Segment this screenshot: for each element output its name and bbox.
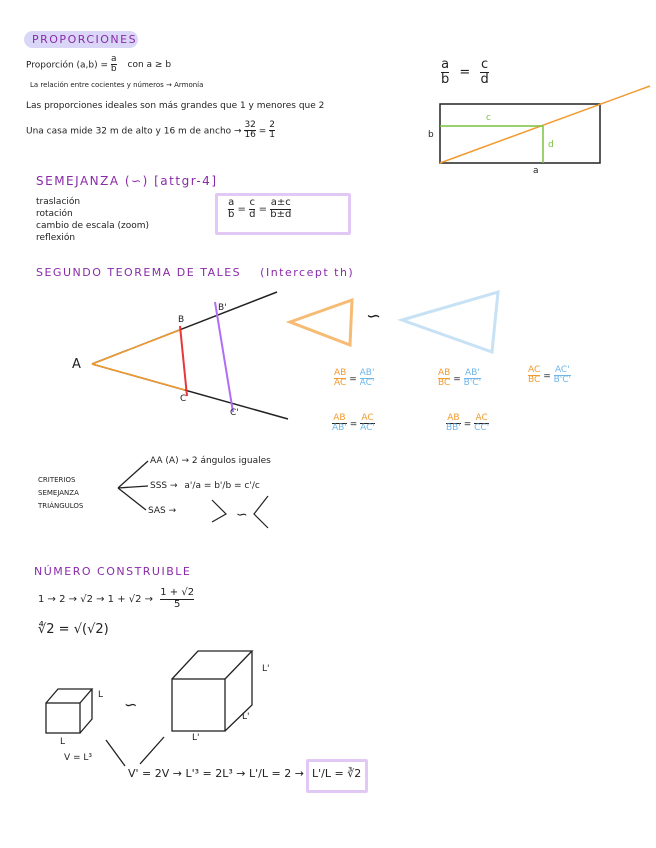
casa-equals: = xyxy=(258,126,267,137)
tales-ratio-4: $\frac{AB}{AB'}$ = $\frac{AC}{AC'}$ xyxy=(332,413,375,434)
tales-ratio-5: $\frac{AB}{BB'}$ = $\frac{AC}{CC'}$ xyxy=(446,413,490,434)
semejanza-formula: $\frac{a}{b}$ = $\frac{c}{d}$ = $\frac{a\pm c}{b\pm d}$ xyxy=(228,197,292,220)
tales-ratio-1: $\frac{AB}{AC}$ = $\frac{AB'}{AC'}$ xyxy=(334,368,375,389)
casa-fraction: $\frac{32}{16}$ xyxy=(244,120,256,141)
tales-label-A: A xyxy=(72,357,81,372)
small-cube-L-bottom: L xyxy=(60,737,66,747)
rect-label-d: d xyxy=(548,140,554,150)
proporcion-relacion: La relación entre cocientes y números → Armonía xyxy=(30,81,204,89)
tales-label-B-prime: B' xyxy=(218,303,227,313)
big-cube-L-top: L' xyxy=(262,664,270,674)
final-result: L'/L = ∛2 xyxy=(312,767,362,780)
proporcion-fraction: $\frac{a}{b}$ xyxy=(110,54,117,75)
proporcion-condition: con a ≥ b xyxy=(127,60,172,71)
casa-result: $\frac{2}{1}$ xyxy=(269,120,275,141)
tales-label-B: B xyxy=(178,315,185,325)
criterio-sas-similar: ∽ xyxy=(236,507,248,523)
numero-chain: 1 → 2 → √2 → 1 + √2 → $\frac{1 + √2}{5}$ xyxy=(38,587,195,610)
semejanza-item-rotacion: rotación xyxy=(36,209,73,219)
rect-proportion-equation: $\frac{a}{b}$ = $\frac{c}{d}$ xyxy=(441,57,489,87)
volume-chain: V' = 2V → L'³ = 2L³ → L'/L = 2 → xyxy=(128,767,304,780)
cubes-similar-symbol: ∽ xyxy=(124,695,138,714)
big-cube-L-bottom: L' xyxy=(192,733,200,743)
tales-label-C: C xyxy=(180,394,187,404)
semejanza-item-traslacion: traslación xyxy=(36,197,81,207)
tales-heading: SEGUNDO TEOREMA DE TALES (Intercept th) xyxy=(36,266,355,279)
semejanza-item-reflexion: reflexión xyxy=(36,233,76,243)
small-cube-L-right: L xyxy=(98,690,104,700)
rect-label-b: b xyxy=(428,130,434,140)
tales-similar-symbol: ∽ xyxy=(366,306,382,327)
proporcion-ideales: Las proporciones ideales son más grandes que 1 y menores que 2 xyxy=(26,101,325,111)
tales-ratio-3: $\frac{AC}{BC}$ = $\frac{AC'}{B'C'}$ xyxy=(528,365,572,386)
numero-heading: NÚMERO CONSTRUIBLE xyxy=(34,565,192,578)
proporcion-intro: Proporción (a,b) = xyxy=(26,60,109,71)
page-title: PROPORCIONES xyxy=(32,33,138,46)
criterios-label-1: CRITERIOS xyxy=(38,476,76,484)
casa-text: Una casa mide 32 m de alto y 16 m de ancho → xyxy=(26,126,242,137)
rect-label-c: c xyxy=(486,113,491,123)
criterio-sss: SSS → a'/a = b'/b = c'/c xyxy=(150,481,260,491)
semejanza-item-escala: cambio de escala (zoom) xyxy=(36,221,150,231)
semejanza-heading: SEMEJANZA (∽) [attgr-4] xyxy=(36,174,218,188)
numero-root: ∜2 = √(√2) xyxy=(38,622,109,637)
rect-label-a: a xyxy=(533,166,539,176)
tales-label-C-prime: C' xyxy=(230,408,239,418)
criterio-sas: SAS → xyxy=(148,506,177,516)
criterios-label-2: SEMEJANZA xyxy=(38,489,79,497)
big-cube-L-side: L' xyxy=(242,712,250,722)
volume-small: V = L³ xyxy=(64,753,93,763)
criterios-label-3: TRIÁNGULOS xyxy=(38,502,84,510)
tales-ratio-2: $\frac{AB}{BC}$ = $\frac{AB'}{B'C'}$ xyxy=(438,368,482,389)
criterio-aa: AA (A) → 2 ángulos iguales xyxy=(150,456,271,466)
